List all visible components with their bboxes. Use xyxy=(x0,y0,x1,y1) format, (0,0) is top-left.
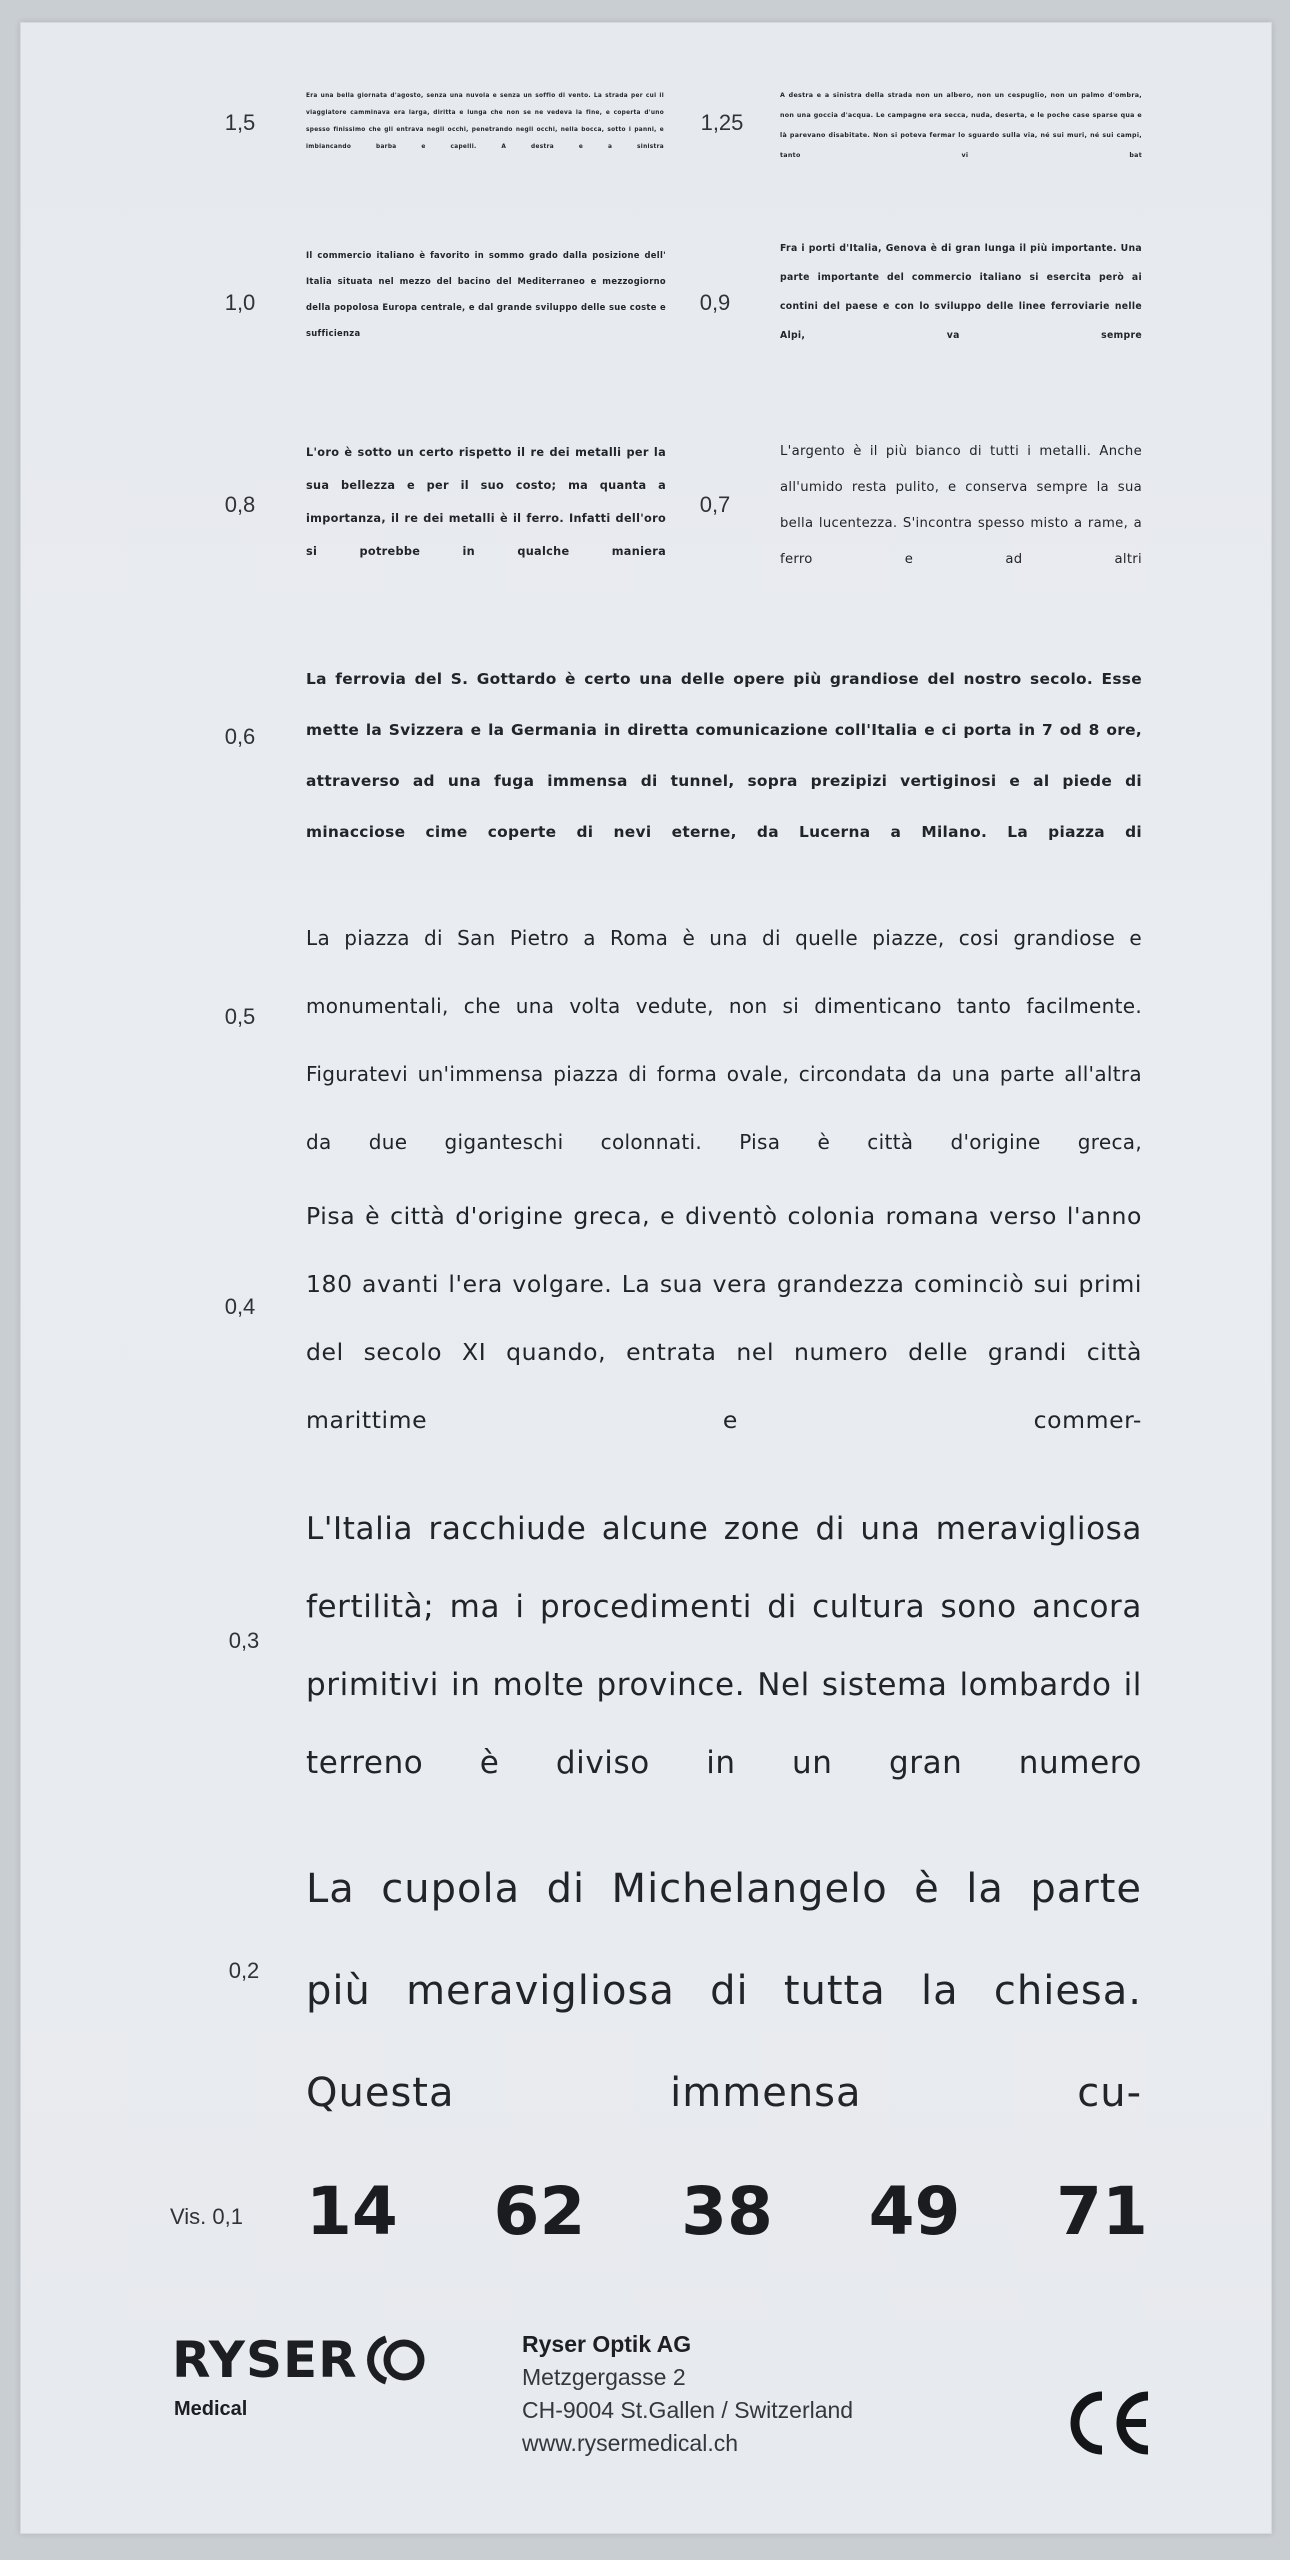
acuity-label-0-4: 0,4 xyxy=(224,1294,256,1319)
acuity-label-0-2: 0,2 xyxy=(228,1958,260,1983)
number-item: 49 xyxy=(868,2172,961,2250)
reading-text-0-7: L'argento è il più bianco di tutti i metalli. Anche all'umido resta pulito, e conserva sempre la sua bella lucentezza. S'incontra spesso misto a rame, a ferro e ad altri xyxy=(780,444,1142,567)
company-website: www.rysermedical.ch xyxy=(522,2430,738,2456)
company-street: Metzgergasse 2 xyxy=(522,2364,686,2390)
reading-text-0-2: La cupola di Michelangelo è la parte più meravigliosa di tutta la chiesa. Questa immensa cu- xyxy=(306,1866,1142,2116)
reading-text-0-3: L'Italia racchiude alcune zone di una meravigliosa fertilità; ma i procedimenti di cultura sono ancora primitivi in molte province. Nel sistema lombardo il terreno è diviso in un gran numero xyxy=(306,1511,1142,1781)
number-item: 71 xyxy=(1056,2172,1148,2250)
ryser-mark-icon xyxy=(364,2333,428,2387)
reading-text-0-8: L'oro è sotto un certo rispetto il re dei metalli per la sua bellezza e per il suo costo; ma quanta a importanza, il re dei metalli è il ferro. Infatti dell'oro si potrebbe in qualche maniera xyxy=(306,446,666,558)
number-item: 14 xyxy=(306,2172,398,2250)
acuity-label-0-8: 0,8 xyxy=(224,492,256,517)
reading-text-1-25: A destra e a sinistra della strada non un albero, non un cespuglio, non un palmo d'ombra, non una goccia d'acqua. Le campagne era secca, nuda, deserta, e le poche case sparse qua e là parevano disabitate. Non si poteva fermar lo sguardo sulla via, né sui muri, né sui campi, tanto vi bat xyxy=(780,92,1142,159)
brand-name: RYSER xyxy=(172,2331,358,2389)
reading-text-1-5: Era una bella giornata d'agosto, senza una nuvola e senza un soffio di vento. La strada per cui il viaggiatore camminava era larga, diritta e lunga che non se ne vedeva la fine, e coperta d'uno spesso finissimo che gli entrava negli occhi, penetrando negli occhi, nella bocca, sotto i panni, e imbiancando barba e capelli. A destra e a sinistra xyxy=(306,93,664,150)
ce-mark-icon xyxy=(1064,2388,1154,2458)
number-item: 38 xyxy=(681,2172,773,2250)
brand-subtitle: Medical xyxy=(174,2398,248,2420)
acuity-label-0-1: Vis. 0,1 xyxy=(170,2204,243,2229)
reading-text-0-5: La piazza di San Pietro a Roma è una di quelle piazze, cosi grandiose e monumentali, che una volta vedute, non si dimenticano tanto facilmente. Figuratevi un'immensa piazza di forma ovale, circondata da una parte all'altra da due giganteschi colonnati. Pisa è città d'origine greca, xyxy=(306,926,1142,1154)
company-name: Ryser Optik AG xyxy=(522,2331,692,2357)
acuity-label-1-5: 1,5 xyxy=(224,110,256,135)
acuity-label-0-3: 0,3 xyxy=(228,1628,260,1653)
reading-text-0-4: Pisa è città d'origine greca, e diventò colonia romana verso l'anno 180 avanti l'era volgare. La sua vera grandezza cominciò sui primi del secolo XI quando, entrata nel numero delle grandi città marittime e commer- xyxy=(306,1202,1142,1434)
number-row xyxy=(306,2170,1148,2252)
company-address xyxy=(522,2328,853,2460)
acuity-label-0-7: 0,7 xyxy=(699,492,731,517)
reading-text-0-6: La ferrovia del S. Gottardo è certo una delle opere più grandiose del nostro secolo. Esse mette la Svizzera e la Germania in diretta comunicazione coll'Italia e ci porta in 7 od 8 ore, attraverso ad una fuga immensa di tunnel, sopra prezipizi vertiginosi e al piede di minacciose cime coperte di nevi eterne, da Lucerna a Milano. La piazza di xyxy=(306,670,1142,841)
acuity-label-0-6: 0,6 xyxy=(224,724,256,749)
acuity-label-1-25: 1,25 xyxy=(700,110,744,135)
company-city: CH-9004 St.Gallen / Switzerland xyxy=(522,2397,854,2423)
acuity-label-0-9: 0,9 xyxy=(699,290,731,315)
reading-text-0-9: Fra i porti d'Italia, Genova è di gran lunga il più importante. Una parte importante del commercio italiano si esercita però ai contini del paese e con lo sviluppo delle linee ferroviarie nelle Alpi, va sempre xyxy=(780,243,1142,341)
number-item: 62 xyxy=(493,2172,586,2250)
ryser-logo xyxy=(172,2330,428,2390)
acuity-label-1-0: 1,0 xyxy=(224,290,256,315)
acuity-label-0-5: 0,5 xyxy=(224,1004,256,1029)
reading-text-1-0: Il commercio italiano è favorito in sommo grado dalla posizione dell' Italia situata nel mezzo del bacino del Mediterraneo e mezzogiorno della popolosa Europa centrale, e dal grande sviluppo delle sue coste e sufficienza xyxy=(306,250,666,338)
